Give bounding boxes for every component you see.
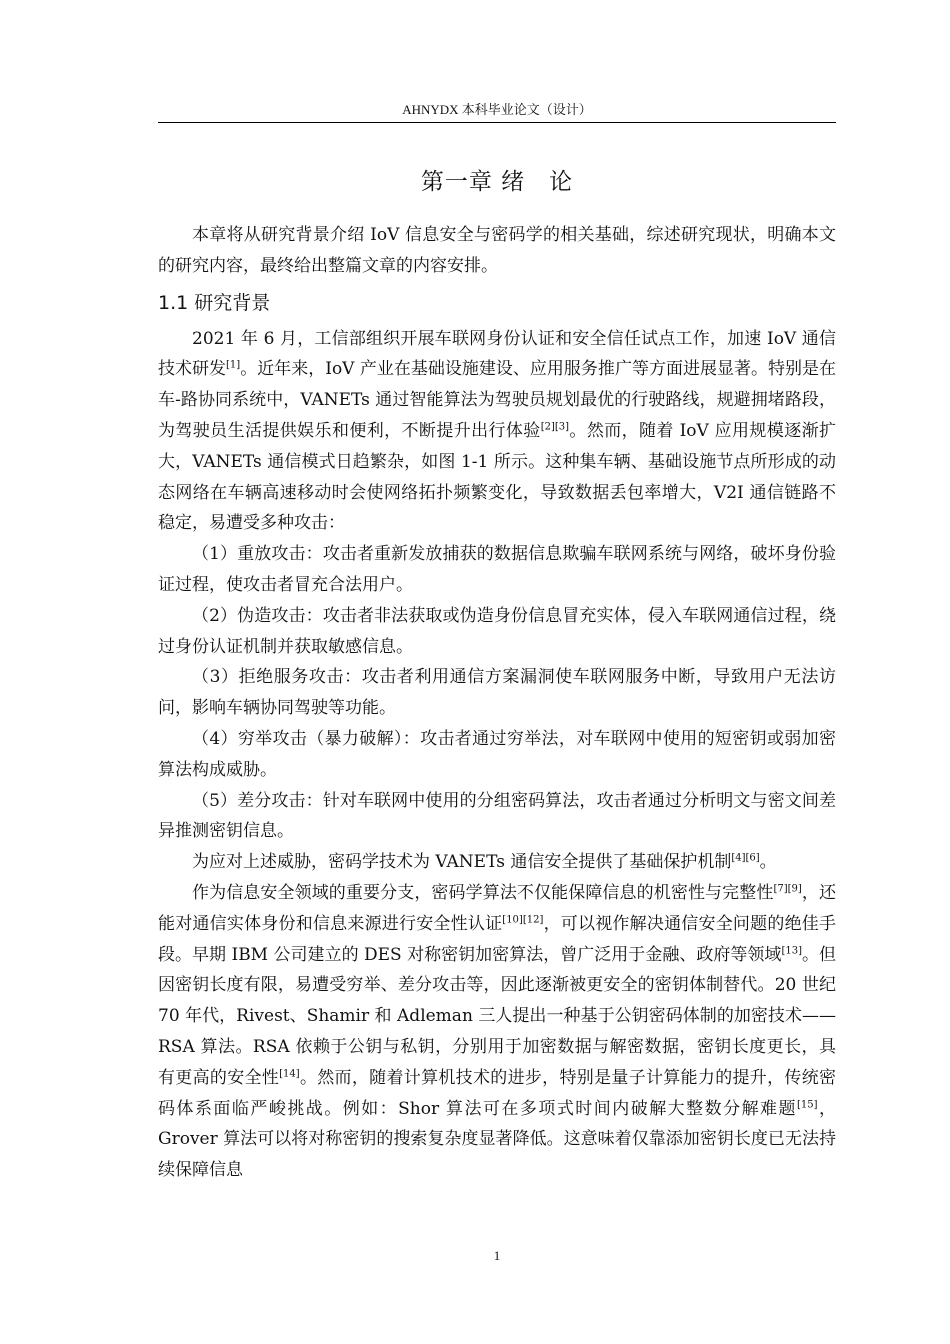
citation-ref[interactable]: [3] (554, 421, 570, 433)
attack-item-replay: （1）重放攻击：攻击者重新发放捕获的数据信息欺骗车联网系统与网络，破坏身份验证过程，使攻击者冒充合法用户。 (158, 544, 836, 595)
attack-item-differential: （5）差分攻击：针对车联网中使用的分组密码算法，攻击者通过分析明文与密文间差异推测密钥信息。 (158, 790, 836, 842)
citation-ref[interactable]: [10][12] (502, 914, 544, 926)
intro-paragraph: 本章将从研究背景介绍 IoV 信息安全与密码学的相关基础，综述研究现状，明确本文的研究内容，最终给出整篇文章的内容安排。 (158, 225, 836, 276)
running-header: AHNYDX 本科毕业论文（设计） (402, 102, 592, 117)
attack-item-brute-force: （4）穷举攻击（暴力破解）：攻击者通过穷举法，对车联网中使用的短密钥或弱加密算法构成威胁。 (158, 728, 836, 780)
text-run: 作为信息安全领域的重要分支，密码学算法不仅能保障信息的机密性与完整性 (192, 882, 774, 903)
text-run: 2021 年 6 月，工信部组织开展车联网身份认证和安全信任试点工作，加速 IoV 通信技术研发 (158, 328, 836, 380)
text-run: 为应对上述威胁，密码学技术为 VANETs 通信安全提供了基础保护机制 (192, 852, 732, 873)
header-rule (158, 122, 836, 123)
citation-ref[interactable]: [1] (226, 359, 241, 371)
text-run: 。 (759, 852, 777, 873)
citation-ref[interactable]: [14] (279, 1068, 300, 1080)
text-run: 。然而，随着计算机技术的进步，特别是量子计算能力的提升，传统密码体系面临严峻挑战。例如：Shor 算法可在多项式时间内破解大整数分解难题 (158, 1067, 837, 1119)
text-run: ，还能对通信实体身份和信息来源进行安全性认证 (158, 882, 836, 934)
chapter-title: 第一章 绪 论 (420, 169, 574, 195)
text-run: ，可以视作解决通信安全问题的绝佳手段。早期 IBM 公司建立的 DES 对称密钥加密算法，曾广泛用于金融、政府等领域 (158, 913, 837, 965)
citation-ref[interactable]: [13] (781, 944, 802, 956)
citation-ref[interactable]: [7][9] (773, 883, 802, 895)
background-paragraph-3 (158, 878, 836, 1186)
citation-ref[interactable]: [2] (540, 421, 555, 433)
text-run: ，Grover 算法可以将对称密钥的搜索复杂度显著降低。这意味着仅靠添加密钥长度已无法持续保障信息 (158, 1098, 837, 1181)
body-text (158, 220, 836, 1186)
attack-item-dos: （3）拒绝服务攻击：攻击者利用通信方案漏洞使车联网服务中断，导致用户无法访问，影响车辆协同驾驶等功能。 (158, 667, 836, 719)
citation-ref[interactable]: [4][6] (731, 852, 760, 864)
text-run: 。但因密钥长度有限，易遭受穷举、差分攻击等，因此逐渐被更安全的密钥体制替代。20 世纪 70 年代，Rivest、Shamir 和 Adleman 三人提出一种基于公钥密码体制的加密技术——RSA 算法。RSA 依赖于公钥与私钥，分别用于加密数据与解密数据，密钥长度更长，具有更高的安全性 (158, 944, 836, 1088)
page-number: 1 (493, 1248, 501, 1263)
section-heading: 1.1 研究背景 (158, 291, 271, 314)
text-run: 。近年来，IoV 产业在基础设施建设、应用服务推广等方面进展显著。特别是在车-路协同系统中，VANETs 通过智能算法为驾驶员规划最优的行驶路线，规避拥堵路段，为驾驶员生活提供娱乐和便利，不断提升出行体验 (158, 359, 837, 441)
background-paragraph-1 (158, 324, 836, 540)
background-paragraph-2 (158, 847, 836, 878)
text-run: 。然而，随着 IoV 应用规模逐渐扩大，VANETs 通信模式日趋繁杂，如图 1-1 所示。这种集车辆、基础设施节点所形成的动态网络在车辆高速移动时会使网络拓扑频繁变化，导致数据丢包率增大，V2I 通信链路不稳定，易遭受多种攻击： (158, 420, 836, 534)
citation-ref[interactable]: [15] (797, 1098, 818, 1110)
attack-item-forgery: （2）伪造攻击：攻击者非法获取或伪造身份信息冒充实体，侵入车联网通信过程，绕过身份认证机制并获取敏感信息。 (158, 605, 836, 657)
